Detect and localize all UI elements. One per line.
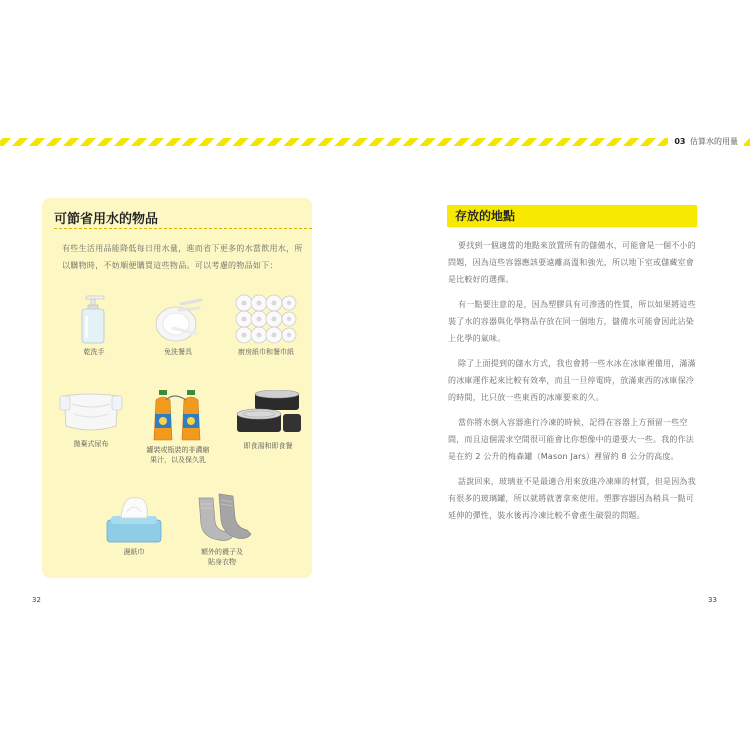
item-caption: 拋棄式尿布 (73, 440, 109, 448)
panel-title: 可節省用水的物品 (54, 212, 159, 227)
panel-intro-text: 有些生活用品能降低每日用水量，進而省下更多的水當飲用水，所以購物時，不妨順便購買這些物品。可以考慮的物品如下： (62, 244, 303, 270)
paper-towel-rolls-icon (235, 294, 297, 344)
item-canned-food (228, 390, 308, 451)
page-number-right: 33 (708, 596, 717, 604)
paragraph-3: 除了上面提到的儲水方式，我也會將一些水冰在冰庫裡備用，滿滿的冰庫運作起來比較有效率，而且一旦停電時，放滿東西的冰庫保冷的時間，比只放一些東西的冰庫要來的久。 (448, 359, 696, 402)
chapter-number: 03 (674, 137, 686, 146)
item-caption: 廚房紙巾和餐巾紙 (238, 348, 294, 356)
item-disposable-tableware (146, 294, 210, 357)
paragraph-1: 要找到一個適當的地點來放置所有的儲備水，可能會是一個不小的問題，因為這些容器應該要遠離高溫和強光，所以地下室或儲藏室會是比較好的選擇。 (448, 241, 696, 284)
page-number-left: 32 (32, 596, 41, 604)
item-caption-line1: 罐裝或瓶裝的非濃縮 (146, 446, 210, 454)
item-paper-towel (226, 294, 306, 357)
item-caption: 濕紙巾 (123, 548, 145, 556)
socks-icon (189, 492, 255, 544)
section-heading: 存放的地點 (455, 209, 516, 223)
juice-bottles-icon (150, 390, 206, 442)
item-diaper (56, 390, 126, 449)
item-wet-wipes (98, 492, 170, 557)
paragraph-4: 當你將水倒入容器進行冷凍的時候，記得在容器上方預留一些空間，而且這個需求空間很可能會比你想像中的還要大一些。我的作法是在約 2 公升的梅森罐（Mason Jars）裡留約 8 公分的高度。 (448, 418, 694, 461)
item-caption-line1: 額外的襪子及 (201, 548, 243, 556)
diaper-icon (58, 390, 124, 436)
item-caption-line2: 貼身衣物 (208, 558, 236, 566)
item-hand-sanitizer (62, 294, 126, 357)
hazard-stripe-divider (0, 138, 750, 146)
hand-sanitizer-icon (74, 294, 114, 344)
canned-food-icon (233, 390, 303, 438)
item-socks (182, 492, 262, 567)
item-caption: 即食湯和即食餐 (243, 442, 293, 450)
wet-wipes-icon (103, 492, 165, 544)
item-caption-line2: 果汁，以及保久乳 (150, 456, 206, 464)
chapter-title: 估算水的用量 (690, 137, 738, 146)
water-saving-items-panel (42, 198, 312, 578)
item-caption: 免洗餐具 (164, 348, 192, 356)
paragraph-5: 話說回來，玻璃並不是最適合用來放進冷凍庫的材質，但是因為我有很多的玻璃罐，所以就將就著拿來使用。塑膠容器因為稍具一點可延伸的彈性，裝水後再冷凍比較不會產生破裂的問題。 (448, 477, 696, 520)
item-caption: 乾洗手 (83, 348, 105, 356)
chapter-label (668, 134, 744, 150)
item-juice (138, 390, 218, 465)
paragraph-2: 有一點要注意的是，因為塑膠具有可滲透的性質，所以如果將這些裝了水的容器與化學物品存放在同一個地方，儲備水可能會因此沾染上化學的氣味。 (448, 300, 696, 343)
panel-divider (54, 228, 312, 229)
disposable-tableware-icon (151, 294, 205, 344)
